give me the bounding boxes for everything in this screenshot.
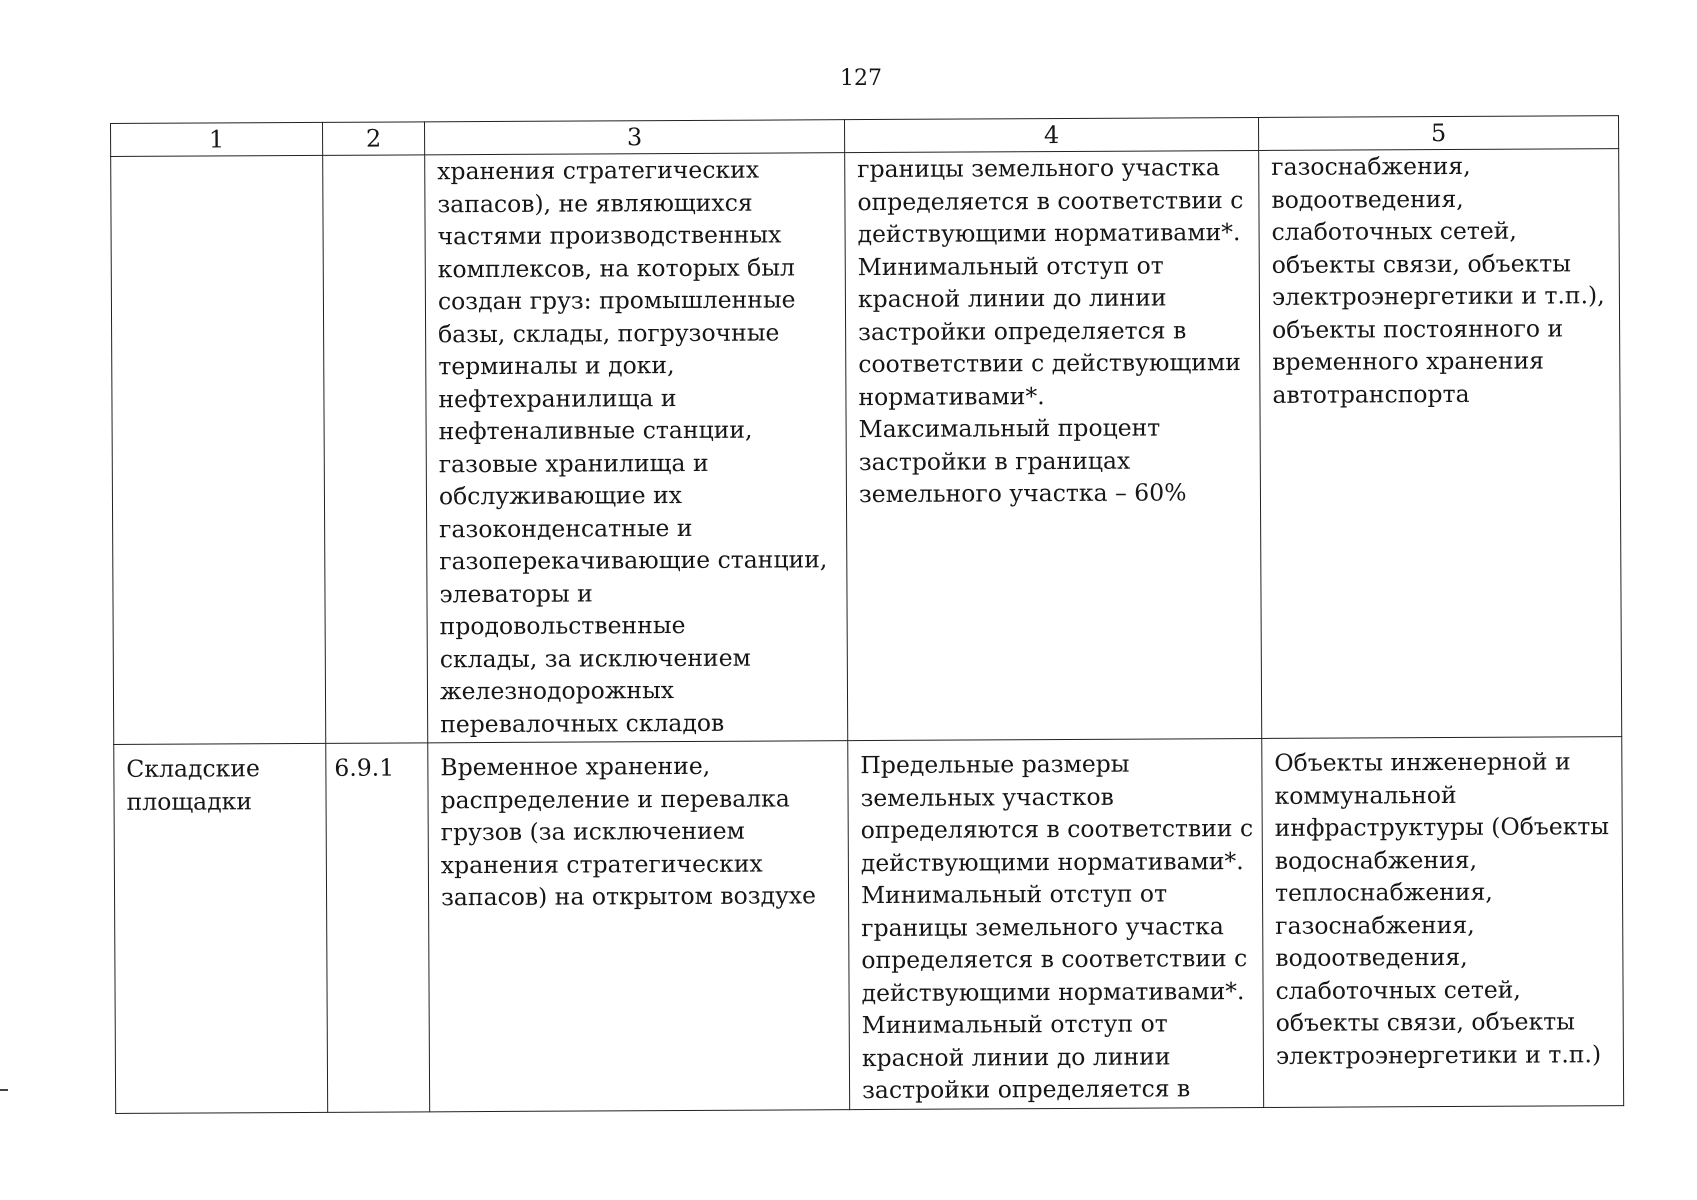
land-use-code-cell: 6.9.1 (326, 743, 430, 1112)
column-header: 2 (322, 122, 424, 156)
regulations-table (110, 115, 1624, 1113)
description-cell: хранения стратегических запасов), не являющихся частями производственных комплексов, на которых был создан груз: промышленные базы, склады, погрузочные терминалы и доки, нефтехранилища и нефтеналивные станции, газовые хранилища и обслуживающие их газоконденсатные и газоперекачивающие станции, элеваторы и продовольственные склады, за исключением железнодорожных перевалочных складов (425, 153, 848, 743)
land-use-name-cell: Складские площадки (114, 743, 328, 1113)
scan-edge-mark (0, 1089, 8, 1091)
column-header: 4 (844, 117, 1258, 152)
land-use-code-cell (323, 155, 428, 744)
page-number: 127 (840, 66, 882, 91)
column-header: 3 (424, 120, 844, 155)
auxiliary-uses-cell: Объекты инженерной и коммунальной инфраструктуры (Объекты водоснабжения, теплоснабжения, газоснабжения, водоотведения, слаботочных сетей, объекты связи, объекты электроэнергетики и т.п.) (1262, 737, 1624, 1107)
description-cell: Временное хранение, распределение и перевалка грузов (за исключением хранения стратегических запасов) на открытом воздухе (428, 741, 850, 1112)
table-row (114, 737, 1624, 1113)
parameters-cell: Предельные размеры земельных участков определяются в соответствии с действующими нормативами*. Минимальный отступ от границы земельного участка определяется в соответствии с действующими нормативами*. Минимальный отступ от красной линии до линии застройки определяется в (848, 738, 1264, 1109)
auxiliary-uses-cell: газоснабжения, водоотведения, слаботочных сетей, объекты связи, объекты электроэнергетики и т.п.), объекты постоянного и временного хранения автотранспорта (1259, 149, 1622, 739)
parameters-cell: границы земельного участка определяется в соответствии с действующими нормативами*. Минимальный отступ от красной линии до линии застройки определяется в соответствии с действующими нормативами*. Максимальный процент застройки в границах земельного участка – 60% (845, 150, 1262, 740)
column-header: 5 (1258, 116, 1618, 151)
table-row (111, 149, 1622, 745)
column-header: 1 (111, 122, 323, 156)
land-use-name-cell (111, 155, 326, 744)
